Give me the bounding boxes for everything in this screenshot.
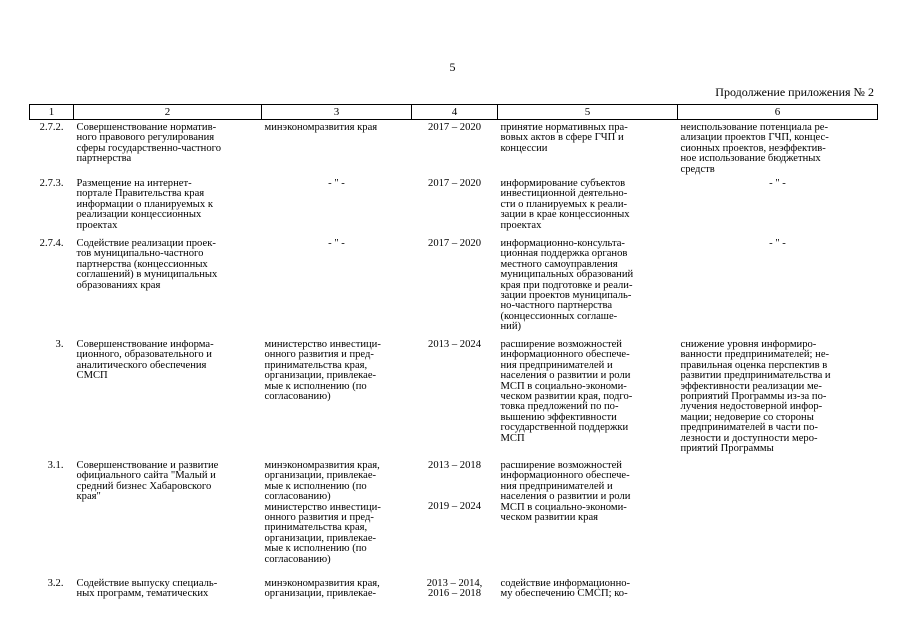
period-cell	[412, 123, 498, 179]
risk-cell	[678, 461, 878, 579]
executor-text: минэкономразвития края, организации, привлекае- мые к исполнению (по согласованию)	[264, 460, 380, 503]
row-number: 3.	[55, 339, 64, 350]
table-row	[30, 123, 878, 179]
result-cell	[498, 179, 678, 239]
executor-text: - " -	[328, 178, 345, 189]
activity-text: Размещение на интернет- портале Правительства края информации о планируемых к реализации концессионных проектах	[76, 178, 213, 231]
result-cell	[498, 461, 678, 579]
risk-cell	[678, 179, 878, 239]
period-text: 2017 – 2020	[428, 122, 481, 133]
period-cell	[412, 340, 498, 461]
column-header: 3	[262, 105, 412, 120]
executor-text: минэкономразвития края, организации, привлекае-	[264, 578, 380, 600]
result-text: расширение возможностей информационного обеспече- ния предпринимателей и населения о развитии и роли МСП в социально-экономи- ческом развитии края, подго- товка предложений по по- вышению эффективности государственной поддержки МСП	[500, 339, 633, 444]
activity-cell	[74, 123, 262, 179]
activity-text: Содействие выпуску специаль- ных программ, тематических	[76, 578, 218, 600]
executor-text: министерство инвестици- онного развития и пред- принимательства края, организации, привлекае- мые к исполнению (по согласованию)	[264, 339, 381, 403]
column-header: 5	[498, 105, 678, 120]
activity-cell	[74, 239, 262, 340]
table-row	[30, 179, 878, 239]
page-number: 5	[449, 60, 456, 74]
period-text: 2013 – 2018	[428, 460, 481, 471]
row-number: 3.2.	[47, 578, 64, 589]
risk-text: неиспользование потенциала ре- ализации проектов ГЧП, концес- сионных проектов, неэффектив- ное использование бюджетных средств	[680, 122, 829, 175]
executor-text-second: министерство инвестици- онного развития и пред- принимательства края, организации, привлекае- мые к исполнению (по согласованию)	[264, 501, 381, 565]
activity-cell	[74, 179, 262, 239]
executor-text: - " -	[328, 238, 345, 249]
activity-cell	[74, 461, 262, 579]
column-header: 2	[74, 105, 262, 120]
row-number: 2.7.2.	[39, 122, 64, 133]
row-number: 3.1.	[47, 460, 64, 471]
executor-cell	[262, 461, 412, 579]
result-cell	[498, 340, 678, 461]
result-text: информационно-консульта- ционная поддержка органов местного самоуправления муниципальных образований края при подготовке и реали- зации проектов муниципаль- но-частного партнерства (концессионных соглаше- ний)	[500, 238, 634, 333]
result-text: информирование субъектов инвестиционной деятельно- сти о планируемых к реали- зации в крае концессионных проектах	[500, 178, 630, 231]
period-text: 2013 – 2014, 2016 – 2018	[426, 578, 483, 600]
column-header: 1	[30, 105, 74, 120]
risk-cell	[678, 239, 878, 340]
risk-cell	[678, 123, 878, 179]
executor-cell	[262, 579, 412, 609]
result-cell	[498, 123, 678, 179]
risk-text: - " -	[769, 178, 786, 189]
period-text: 2017 – 2020	[428, 178, 481, 189]
result-text: содействие информационно- му обеспечению СМСП; ко-	[500, 578, 631, 600]
activity-cell	[74, 340, 262, 461]
table-header-row	[30, 105, 878, 120]
activity-text: Содействие реализации проек- тов муниципально-частного партнерства (концессионных соглашений) в муниципальных образованиях края	[76, 238, 218, 291]
result-text: расширение возможностей информационного обеспече- ния предпринимателей и населения о развитии и роли МСП в социально-экономи- ческом развитии края	[500, 460, 631, 524]
appendix-table	[29, 104, 878, 609]
executor-cell	[262, 239, 412, 340]
table-row	[30, 579, 878, 609]
risk-cell	[678, 579, 878, 609]
period-cell	[412, 179, 498, 239]
risk-text: снижение уровня информиро- ванности предпринимателей; не- правильная оценка перспектив в развитии предпринимательства и эффективности реализации ме- роприятий Программы из-за по- лучения недостоверной инфор- мации; недоверие со стороны предпринимателей в части по- лезности и доступности меро- приятий Программы	[680, 339, 831, 455]
continuation-label: Продолжение приложения № 2	[715, 85, 874, 99]
period-cell	[412, 461, 498, 579]
executor-cell	[262, 340, 412, 461]
period-text-second: 2019 – 2024	[428, 501, 481, 513]
executor-cell	[262, 123, 412, 179]
row-number: 2.7.4.	[39, 238, 64, 249]
period-text: 2013 – 2024	[428, 339, 481, 350]
activity-text: Совершенствование и развитие официального сайта "Малый и средний бизнес Хабаровского края"	[76, 460, 219, 503]
executor-text: минэкономразвития края	[264, 122, 378, 133]
result-cell	[498, 579, 678, 609]
period-text: 2017 – 2020	[428, 238, 481, 249]
result-text: принятие нормативных пра- вовых актов в сфере ГЧП и концессии	[500, 122, 628, 154]
activity-cell	[74, 579, 262, 609]
table-row	[30, 239, 878, 340]
activity-text: Совершенствование норматив- ного правового регулирования сферы государственно-частного партнерства	[76, 122, 222, 165]
period-cell	[412, 239, 498, 340]
column-header: 6	[678, 105, 878, 120]
table-row	[30, 340, 878, 461]
table-row	[30, 461, 878, 579]
row-number: 2.7.3.	[39, 178, 64, 189]
activity-text: Совершенствование информа- ционного, образовательного и аналитического обеспечения СМСП	[76, 339, 214, 382]
period-cell	[412, 579, 498, 609]
executor-cell	[262, 179, 412, 239]
risk-cell	[678, 340, 878, 461]
risk-text: - " -	[769, 238, 786, 249]
result-cell	[498, 239, 678, 340]
column-header: 4	[412, 105, 498, 120]
